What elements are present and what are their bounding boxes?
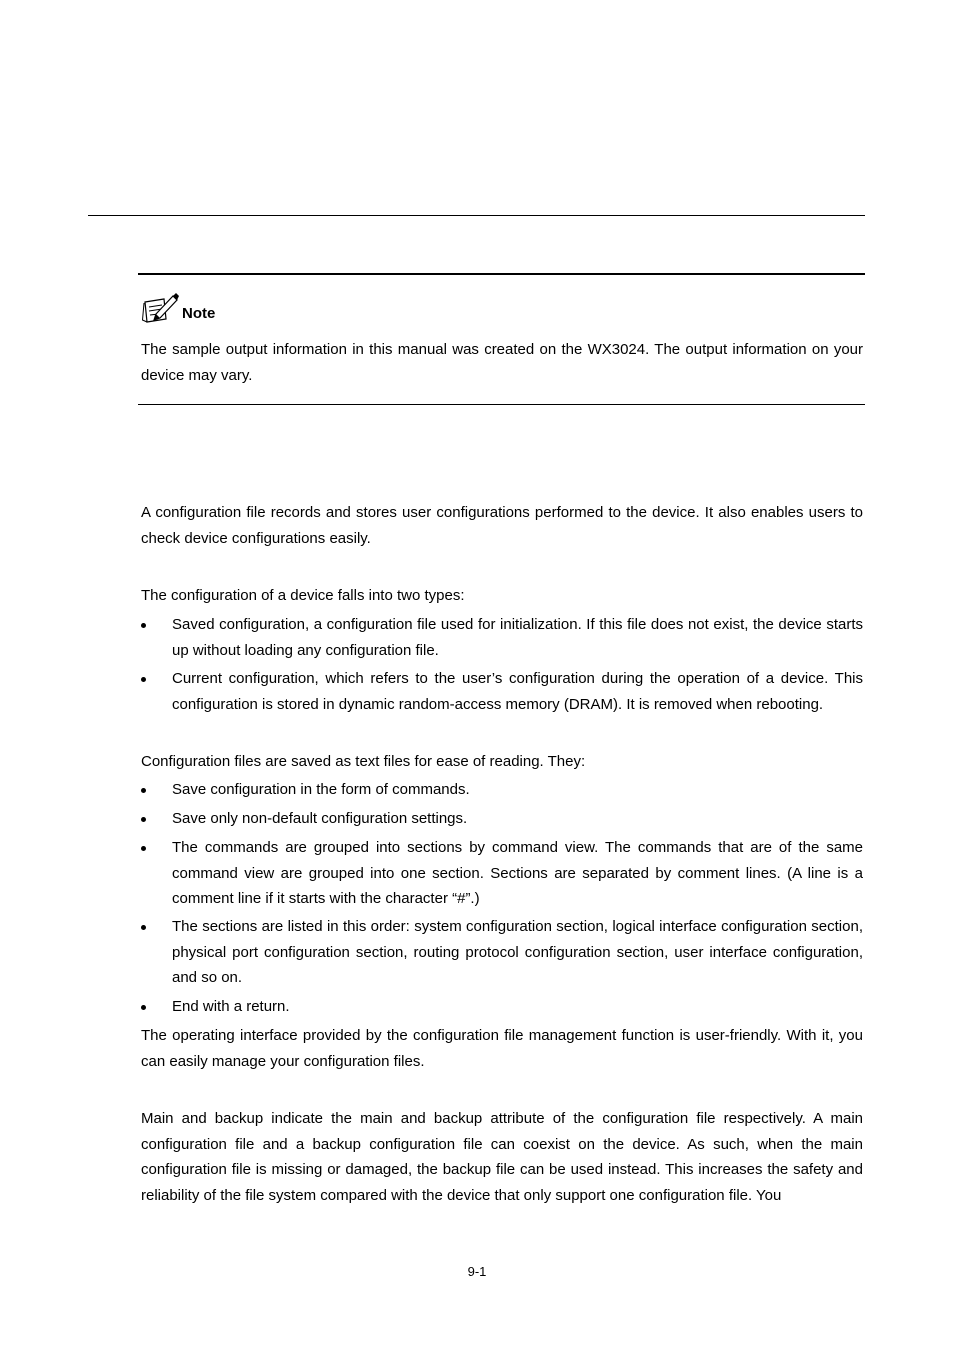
note-label: Note: [182, 305, 216, 322]
bullet-icon: [141, 677, 146, 682]
types-intro: The configuration of a device falls into two types:: [141, 587, 465, 604]
bullet-icon: [141, 925, 146, 930]
list-item: Current configuration, which refers to the user’s configuration during the operation of a device. This configuration is stored in dynamic random-access memory (DRAM). It is removed when rebooting.: [141, 666, 863, 717]
note-text: The sample output information in this manual was created on the WX3024. The output information on your device may vary.: [141, 341, 863, 384]
note-top-rule: [138, 273, 865, 275]
bullet-icon: [141, 1005, 146, 1010]
list-item: The commands are grouped into sections by command view. The commands that are of the same command view are grouped into one section. Sections are separated by comment lines. (A line is a comment line if it starts with the character “#”.): [141, 835, 863, 912]
intro-paragraph: A configuration file records and stores user configurations performed to the device. It also enables users to check device configurations easily.: [141, 504, 863, 547]
bullet-icon: [141, 817, 146, 822]
features-intro: Configuration files are saved as text files for ease of reading. They:: [141, 753, 586, 770]
note-pencil-icon: [142, 292, 180, 324]
bullet-icon: [141, 846, 146, 851]
bullet-icon: [141, 623, 146, 628]
header-rule: [88, 215, 865, 216]
list-item: End with a return.: [141, 994, 863, 1020]
list-item: Saved configuration, a configuration file used for initialization. If this file does not exist, the device starts up without loading any configuration file.: [141, 612, 863, 663]
page-number: 9-1: [467, 1264, 487, 1279]
main-backup-paragraph: Main and backup indicate the main and backup attribute of the configuration file respectively. A main configuration file and a backup configuration file can coexist on the device. As such, when the main configuration file is missing or damaged, the backup file can be used instead. This increases the safety and reliability of the file system compared with the device that only support one configuration file. You: [141, 1110, 863, 1204]
note-header: [142, 292, 215, 324]
list-item: Save configuration in the form of commands.: [141, 777, 863, 803]
management-paragraph: The operating interface provided by the configuration file management function is user-friendly. With it, you can easily manage your configuration files.: [141, 1027, 863, 1070]
list-item: Save only non-default configuration settings.: [141, 806, 863, 832]
list-item: The sections are listed in this order: system configuration section, logical interface configuration section, physical port configuration section, routing protocol configuration section, user interface configuration, and so on.: [141, 914, 863, 991]
note-bottom-rule: [138, 404, 865, 405]
bullet-icon: [141, 788, 146, 793]
